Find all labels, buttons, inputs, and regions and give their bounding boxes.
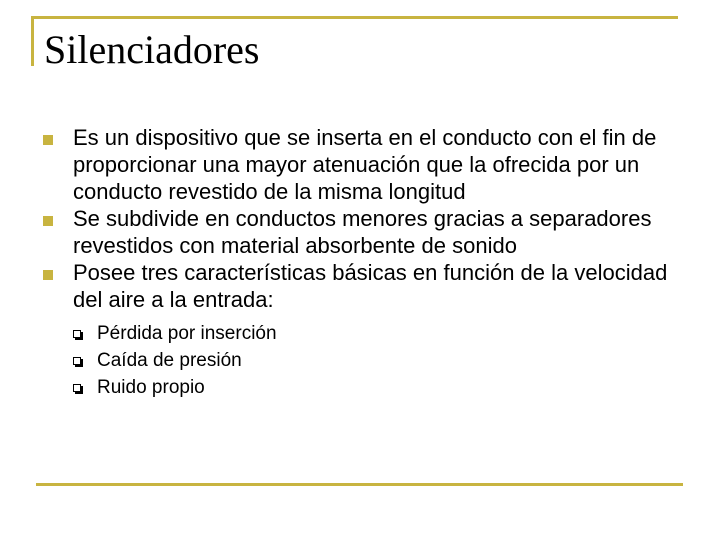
square-bullet-icon — [43, 135, 53, 145]
sub-bullet-text: Caída de presión — [97, 350, 242, 371]
bullet-item — [38, 205, 678, 259]
bullet-list — [38, 124, 678, 401]
sub-bullet-item — [73, 347, 678, 374]
sub-bullet-text: Pérdida por inserción — [97, 323, 277, 344]
bullet-text: Es un dispositivo que se inserta en el conducto con el fin de proporcionar una mayor atenuación que la ofrecida por un conducto revestido de la misma longitud — [73, 125, 657, 204]
hollow-square-bullet-icon — [73, 330, 81, 338]
sub-bullet-item — [73, 320, 678, 347]
bullet-item — [38, 124, 678, 205]
sub-bullet-item — [73, 374, 678, 401]
square-bullet-icon — [43, 270, 53, 280]
bottom-divider-line — [36, 483, 683, 486]
title-frame-top-line — [31, 16, 678, 19]
bullet-item — [38, 259, 678, 313]
sub-bullet-text: Ruido propio — [97, 377, 205, 398]
title-frame-left-line — [31, 16, 34, 66]
slide-title: Silenciadores — [44, 27, 260, 72]
square-bullet-icon — [43, 216, 53, 226]
bullet-text: Se subdivide en conductos menores gracias a separadores revestidos con material absorbente de sonido — [73, 206, 652, 258]
hollow-square-bullet-icon — [73, 384, 81, 392]
bullet-text: Posee tres características básicas en función de la velocidad del aire a la entrada: — [73, 260, 668, 312]
hollow-square-bullet-icon — [73, 357, 81, 365]
sub-bullet-list — [38, 320, 678, 401]
